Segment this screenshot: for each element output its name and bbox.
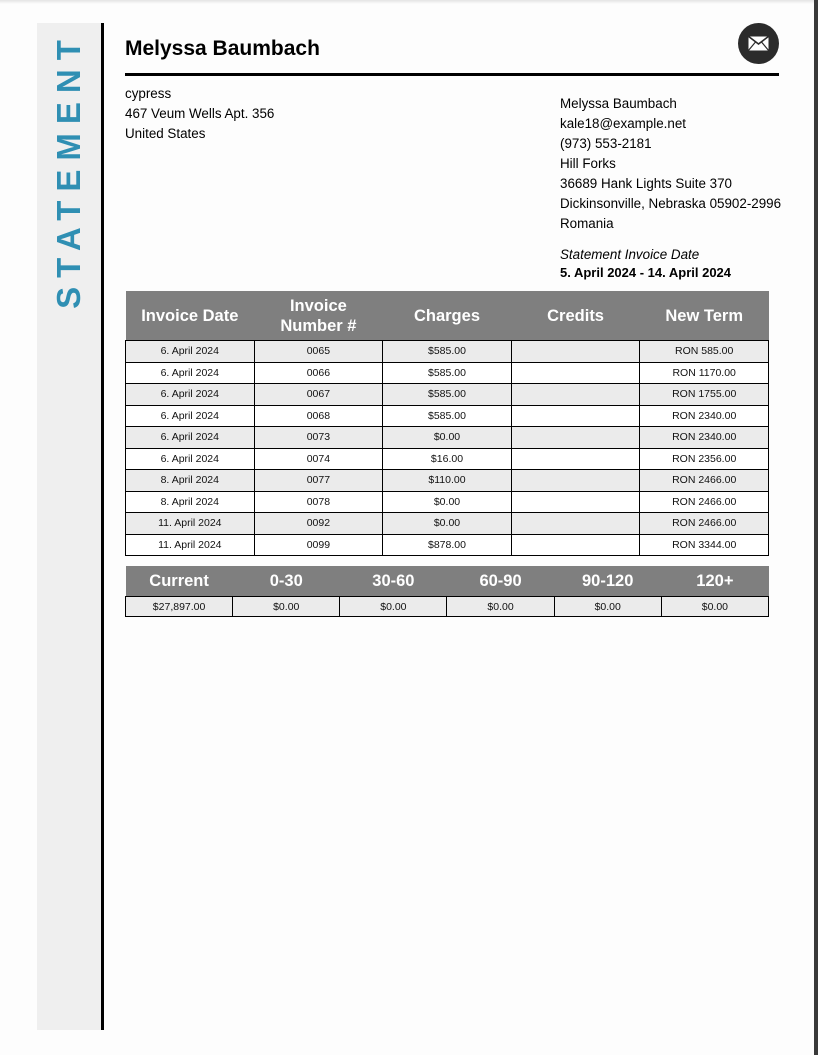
invoice-number-cell: 0074 <box>254 448 383 470</box>
recipient-country: Romania <box>560 216 614 231</box>
invoice-number-cell: 0077 <box>254 470 383 492</box>
charges-cell: $0.00 <box>383 513 512 535</box>
credits-cell <box>511 405 640 427</box>
invoice-number-cell: 0066 <box>254 362 383 384</box>
charges-cell: $16.00 <box>383 448 512 470</box>
sender-line: 467 Veum Wells Apt. 356 <box>125 106 275 121</box>
new-term-cell: RON 2466.00 <box>640 470 769 492</box>
invoice-row <box>126 384 769 406</box>
sidebar-title: STATEMENT <box>50 31 87 309</box>
aging-120-plus-value: $0.00 <box>661 597 768 617</box>
invoice-date-cell: 6. April 2024 <box>126 362 255 384</box>
charges-cell: $585.00 <box>383 384 512 406</box>
aging-0-30-value: $0.00 <box>233 597 340 617</box>
col-invoice-number-line2: Number # <box>280 316 357 335</box>
envelope-icon <box>738 23 779 64</box>
invoice-row <box>126 362 769 384</box>
invoice-date-cell: 8. April 2024 <box>126 470 255 492</box>
customer-name-heading: Melyssa Baumbach <box>125 37 320 60</box>
recipient-name: Melyssa Baumbach <box>560 96 677 111</box>
invoice-table-header <box>126 291 769 341</box>
top-shadow <box>0 0 818 4</box>
new-term-cell: RON 2466.00 <box>640 491 769 513</box>
invoice-date-cell: 11. April 2024 <box>126 534 255 556</box>
aging-current-value: $27,897.00 <box>126 597 233 617</box>
credits-cell <box>511 491 640 513</box>
charges-cell: $585.00 <box>383 362 512 384</box>
invoice-number-cell: 0068 <box>254 405 383 427</box>
invoice-row <box>126 405 769 427</box>
new-term-cell: RON 585.00 <box>640 341 769 363</box>
credits-cell <box>511 470 640 492</box>
credits-cell <box>511 341 640 363</box>
page-edge <box>814 0 818 1055</box>
aging-table-header <box>126 566 769 597</box>
invoice-number-cell: 0073 <box>254 427 383 449</box>
aging-col-30-60: 30-60 <box>340 566 447 597</box>
sender-line: United States <box>125 126 206 141</box>
aging-col-60-90: 60-90 <box>447 566 554 597</box>
invoice-date-cell: 11. April 2024 <box>126 513 255 535</box>
recipient-line: Dickinsonville, Nebraska 05902-2996 <box>560 196 782 211</box>
invoice-number-cell: 0067 <box>254 384 383 406</box>
invoice-number-cell: 0078 <box>254 491 383 513</box>
invoice-row <box>126 491 769 513</box>
new-term-cell: RON 1170.00 <box>640 362 769 384</box>
statement-date-range: 5. April 2024 - 14. April 2024 <box>560 265 732 280</box>
col-invoice-number-line1: Invoice <box>289 296 347 315</box>
credits-cell <box>511 448 640 470</box>
invoice-number-cell: 0099 <box>254 534 383 556</box>
charges-cell: $585.00 <box>383 341 512 363</box>
recipient-line: Hill Forks <box>560 156 616 171</box>
aging-values-row <box>126 597 769 617</box>
invoice-date-cell: 6. April 2024 <box>126 341 255 363</box>
credits-cell <box>511 513 640 535</box>
invoice-date-cell: 6. April 2024 <box>126 384 255 406</box>
aging-col-90-120: 90-120 <box>554 566 661 597</box>
recipient-address <box>560 94 781 234</box>
col-invoice-date: Invoice Date <box>126 291 255 341</box>
invoice-number-cell: 0092 <box>254 513 383 535</box>
credits-cell <box>511 534 640 556</box>
charges-cell: $0.00 <box>383 491 512 513</box>
invoice-row <box>126 534 769 556</box>
statement-date-label: Statement Invoice Date <box>560 247 700 262</box>
aging-table <box>125 566 769 617</box>
invoice-date-cell: 6. April 2024 <box>126 448 255 470</box>
aging-90-120-value: $0.00 <box>554 597 661 617</box>
col-invoice-number <box>254 291 383 341</box>
credits-cell <box>511 427 640 449</box>
charges-cell: $585.00 <box>383 405 512 427</box>
invoice-row <box>126 470 769 492</box>
credits-cell <box>511 384 640 406</box>
charges-cell: $878.00 <box>383 534 512 556</box>
col-credits: Credits <box>511 291 640 341</box>
aging-60-90-value: $0.00 <box>447 597 554 617</box>
new-term-cell: RON 2340.00 <box>640 427 769 449</box>
new-term-cell: RON 2466.00 <box>640 513 769 535</box>
col-new-term: New Term <box>640 291 769 341</box>
new-term-cell: RON 2340.00 <box>640 405 769 427</box>
col-charges: Charges <box>383 291 512 341</box>
invoice-date-cell: 8. April 2024 <box>126 491 255 513</box>
header-divider <box>125 73 779 76</box>
new-term-cell: RON 2356.00 <box>640 448 769 470</box>
aging-col-current: Current <box>126 566 233 597</box>
invoice-number-cell: 0065 <box>254 341 383 363</box>
invoice-row <box>126 448 769 470</box>
aging-30-60-value: $0.00 <box>340 597 447 617</box>
recipient-phone: (973) 553-2181 <box>560 136 652 151</box>
charges-cell: $110.00 <box>383 470 512 492</box>
aging-col-120-plus: 120+ <box>661 566 768 597</box>
recipient-line: 36689 Hank Lights Suite 370 <box>560 176 732 191</box>
invoice-row <box>126 513 769 535</box>
invoice-row <box>126 427 769 449</box>
invoice-date-cell: 6. April 2024 <box>126 427 255 449</box>
invoice-row <box>126 341 769 363</box>
sender-line: cypress <box>125 86 172 101</box>
sender-address <box>125 84 274 144</box>
invoice-table <box>125 291 769 556</box>
credits-cell <box>511 362 640 384</box>
new-term-cell: RON 3344.00 <box>640 534 769 556</box>
charges-cell: $0.00 <box>383 427 512 449</box>
aging-col-0-30: 0-30 <box>233 566 340 597</box>
recipient-email: kale18@example.net <box>560 116 687 131</box>
sidebar-divider <box>101 23 104 1030</box>
new-term-cell: RON 1755.00 <box>640 384 769 406</box>
invoice-date-cell: 6. April 2024 <box>126 405 255 427</box>
